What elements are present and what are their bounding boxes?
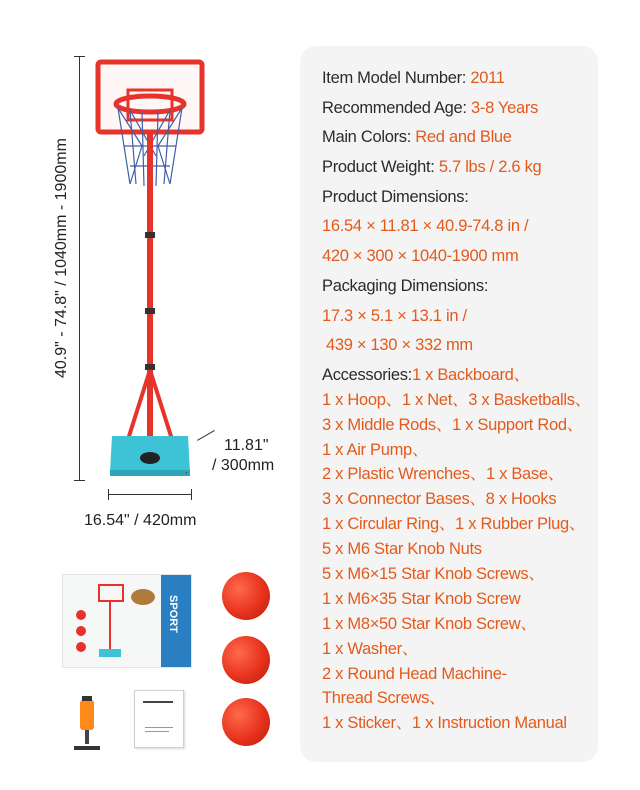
spec-colors-value: Red and Blue (415, 128, 512, 147)
spec-dimensions-mm-value: 420 × 300 × 1040-1900 mm (322, 247, 519, 266)
basketball-hoop-image (90, 56, 210, 486)
depth-dimension-label-2: / 300mm (212, 457, 275, 474)
spec-packaging-in (322, 304, 612, 329)
spec-model-value: 2011 (470, 69, 505, 87)
basketball-image-2 (222, 636, 270, 684)
air-pump-image (68, 696, 108, 756)
spec-colors-label: Main Colors: (322, 128, 416, 147)
width-dimension-line (108, 494, 192, 495)
basketball-image-3 (222, 698, 270, 746)
accessory-line: 1 x Backboard、 (411, 365, 530, 384)
height-dimension-cap-bottom (74, 480, 85, 481)
accessory-line: 5 x M6×15 Star Knob Screws、 (322, 565, 545, 583)
accessory-line: 1 x Washer、 (322, 639, 419, 658)
spec-packaging-label: Packaging Dimensions: (322, 276, 489, 295)
package-box-image (62, 574, 192, 668)
spec-accessories-label: Accessories: (322, 365, 412, 384)
spec-list (322, 66, 612, 736)
spec-weight (322, 155, 612, 180)
spec-packaging (322, 274, 612, 299)
width-dimension-cap-right (191, 489, 192, 500)
spec-packaging-mm-value: 439 × 130 × 332 mm (326, 336, 473, 355)
spec-dimensions-in-value: 16.54 × 11.81 × 40.9-74.8 in / (322, 217, 529, 236)
accessory-line: 2 x Round Head Machine- (322, 664, 507, 683)
package-box-brand: SPORT (167, 595, 179, 633)
accessory-line: 1 x Air Pump、 (322, 440, 429, 459)
height-dimension-label: 40.9" - 74.8" / 1040mm - 1900mm (53, 138, 70, 378)
accessory-line: 3 x Middle Rods、1 x Support Rod、 (322, 415, 583, 434)
width-dimension-label: 16.54" / 420mm (84, 512, 197, 529)
spec-age (322, 96, 612, 121)
accessory-line: 5 x M6 Star Knob Nuts (322, 540, 482, 559)
accessory-line: 2 x Plastic Wrenches、1 x Base、 (322, 465, 564, 484)
accessory-line: 1 x Circular Ring、1 x Rubber Plug、 (322, 515, 586, 534)
spec-packaging-in-value: 17.3 × 5.1 × 13.1 in / (322, 306, 467, 325)
width-dimension-cap-left (108, 489, 109, 500)
spec-weight-label: Product Weight: (322, 158, 439, 177)
spec-dimensions-in (322, 214, 612, 239)
spec-dimensions (322, 185, 612, 210)
depth-dimension-line-2 (186, 472, 187, 473)
accessory-line: 1 x M6×35 Star Knob Screw (322, 589, 521, 608)
accessory-line: 3 x Connector Bases、8 x Hooks (322, 490, 557, 509)
instruction-manual-image (134, 690, 184, 748)
spec-age-label: Recommended Age: (322, 98, 471, 117)
accessory-line: Thread Screws、 (322, 689, 446, 708)
spec-weight-value: 5.7 lbs / 2.6 kg (438, 158, 542, 177)
basketball-image-1 (222, 572, 270, 620)
spec-dimensions-label: Product Dimensions: (322, 187, 469, 206)
height-dimension-cap-top (74, 56, 85, 57)
accessory-line: 1 x M8×50 Star Knob Screw、 (322, 614, 537, 633)
accessory-line: 1 x Sticker、1 x Instruction Manual (322, 714, 567, 733)
spec-model (322, 66, 612, 91)
depth-dimension-label-1: 11.81" (224, 437, 269, 454)
spec-age-value: 3-8 Years (471, 98, 539, 117)
spec-accessories (322, 363, 612, 388)
accessory-line: 1 x Hoop、1 x Net、3 x Basketballs、 (322, 390, 591, 409)
spec-model-label: Item Model Number: (322, 69, 471, 87)
spec-dimensions-mm (322, 244, 612, 269)
spec-packaging-mm (322, 333, 612, 358)
spec-colors (322, 125, 612, 150)
height-dimension-line (79, 56, 80, 480)
